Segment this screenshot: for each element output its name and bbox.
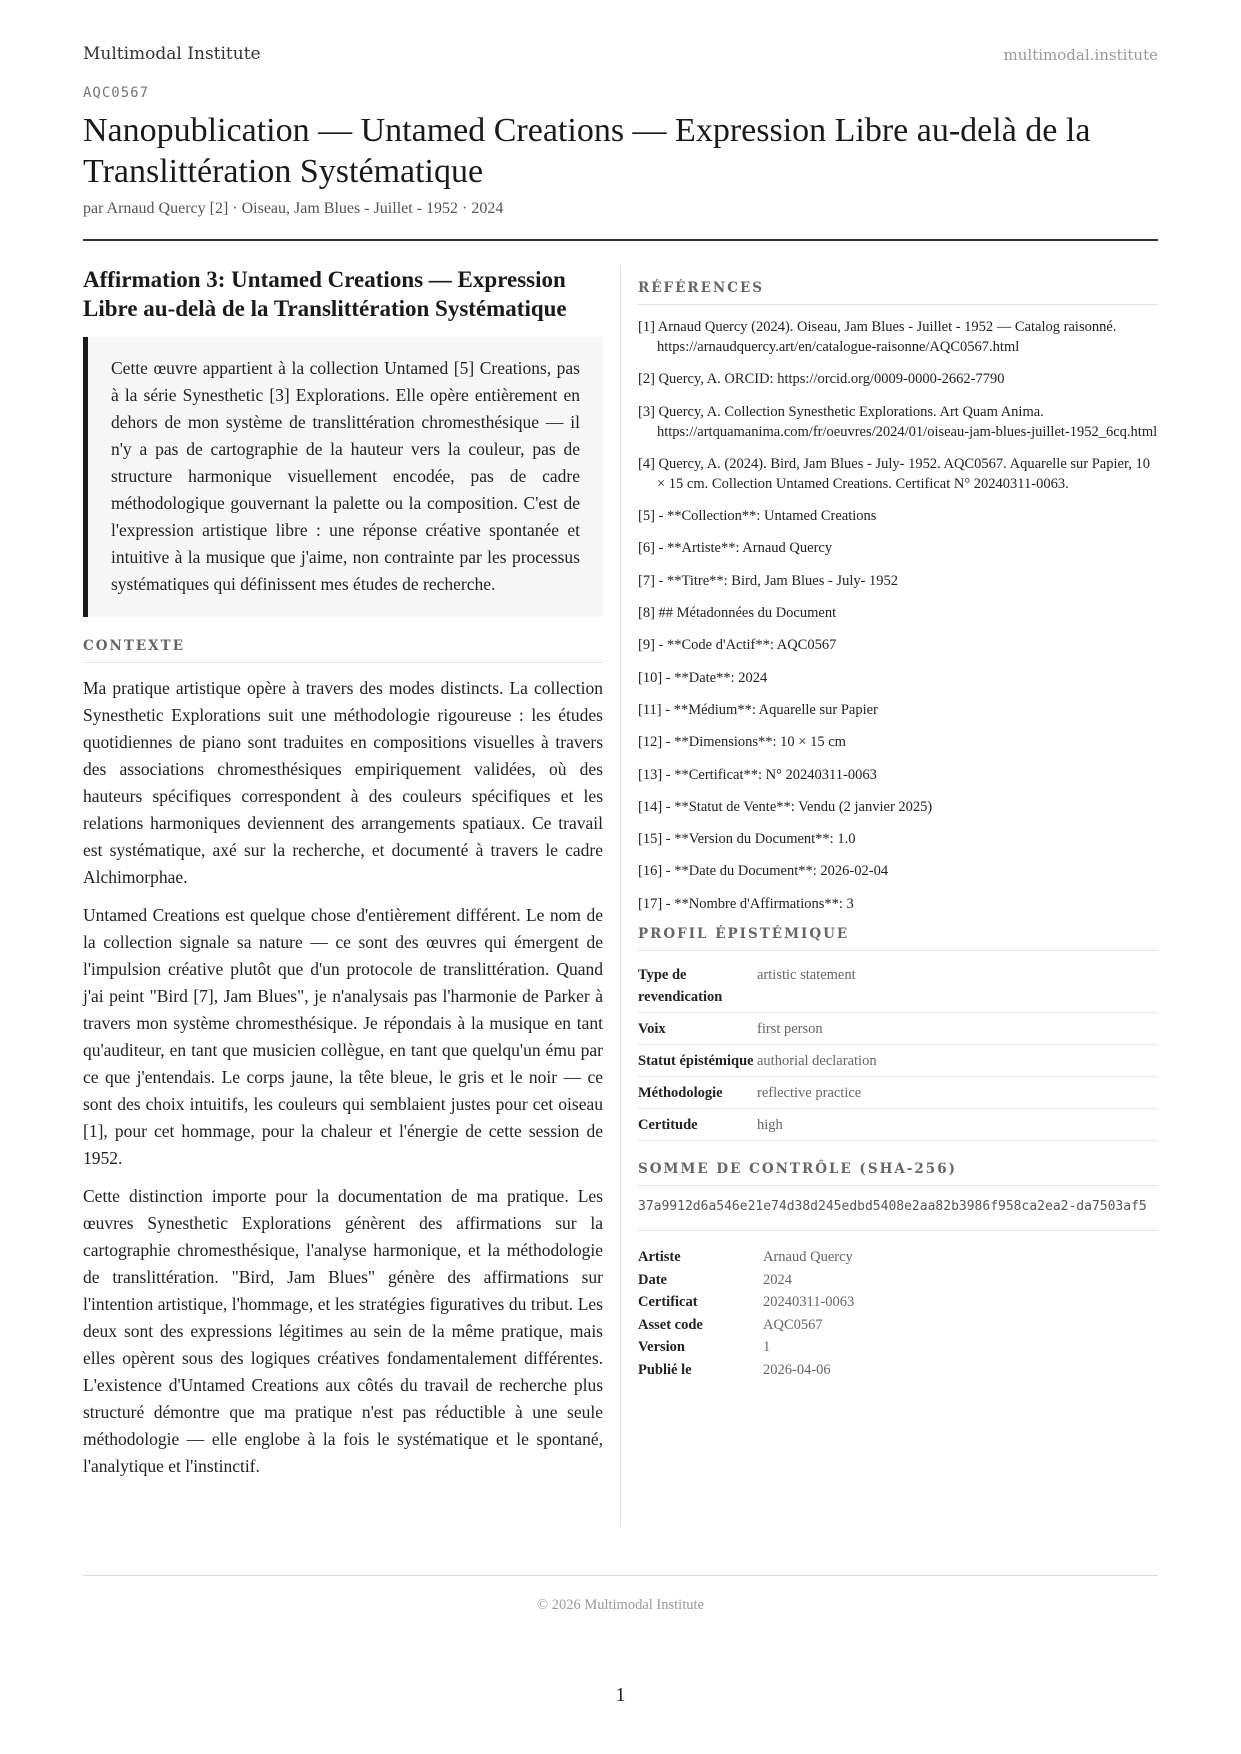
profile-value: authorial declaration: [757, 1045, 1158, 1077]
checksum-heading: SOMME DE CONTRÔLE (SHA-256): [638, 1161, 1158, 1186]
context-paragraph: Untamed Creations est quelque chose d'entièrement différent. Le nom de la collection signale sa nature — ce sont des œuvres qui émergent de l'impulsion créative plutôt que d'un protocole de translittération. Quand j'ai peint "Bird [7], Jam Blues", je n'analysais pas l'harmonie de Parker à travers mon système chromesthésique. Je répondais à la musique en tant qu'auditeur, en tant que musicien collègue, en tant que quelqu'un ému par ce que j'entendais. Le corps jaune, la tête bleue, le gris et le noir — ce sont des choix intuitifs, les couleurs qui semblaient justes pour cet oiseau [1], pour cet hommage, pour la chaleur et l'énergie de cette session de 1952.: [83, 905, 603, 1168]
context-paragraph: Cette distinction importe pour la documentation de ma pratique. Les œuvres Synesthetic Explorations génèrent des affirmations sur la cartographie chromesthésique, l'analyse harmonique, et la méthodologie de translittération. "Bird, Jam Blues" génère des affirmations sur l'intention artistique, l'hommage, et les stratégies figuratives du tribut. Les deux sont des expressions légitimes au sein de la même pratique, mais elles opèrent sous des logiques créatives fondamentalement différentes. L'existence d'Untamed Creations aux côtés du travail de recherche plus structuré démontre que ma pratique n'est pas réductible à une seule méthodologie — elle englobe à la fois le systématique et le spontané, l'analytique et l'instinctif.: [83, 1186, 603, 1476]
epistemic-profile-heading: PROFIL ÉPISTÉMIQUE: [638, 926, 1158, 951]
metadata-value: Arnaud Quercy: [763, 1249, 853, 1266]
metadata-key: Artiste: [638, 1249, 681, 1266]
epistemic-profile-table: [638, 959, 1158, 1141]
profile-value: reflective practice: [757, 1077, 1158, 1109]
profile-row: [638, 1077, 1158, 1109]
profile-key: Certitude: [638, 1109, 757, 1141]
metadata-row: [638, 1336, 854, 1359]
main-column: [83, 265, 603, 1480]
claim-title: Affirmation 3: Untamed Creations — Expression Libre au-delà de la Translittération Systématique: [83, 267, 567, 321]
brand-name: Multimodal Institute: [83, 44, 261, 64]
metadata-row: [638, 1246, 854, 1269]
metadata-value: 1: [763, 1339, 771, 1356]
reference-item: [13] - **Certificat**: N° 20240311-0063: [638, 766, 877, 783]
metadata-value: 2024: [763, 1271, 792, 1288]
site-link[interactable]: multimodal.institute: [1003, 46, 1158, 64]
byline: par Arnaud Quercy [2] · Oiseau, Jam Blues - Juillet - 1952 · 2024: [83, 200, 504, 217]
profile-value: first person: [757, 1013, 1158, 1045]
reference-item: [8] ## Métadonnées du Document: [638, 605, 837, 622]
metadata-key: Certificat: [638, 1294, 698, 1311]
checksum-value: 37a9912d6a546e21e74d38d245edbd5408e2aa82b3986f958ca2ea2-da7503af5: [638, 1197, 1158, 1231]
column-divider: [620, 265, 621, 1527]
reference-item: [6] - **Artiste**: Arnaud Quercy: [638, 540, 833, 557]
copyright: © 2026 Multimodal Institute: [537, 1597, 704, 1613]
profile-value: high: [757, 1109, 1158, 1141]
profile-row: [638, 1045, 1158, 1077]
profile-row: [638, 1013, 1158, 1045]
metadata-row: [638, 1269, 854, 1292]
metadata-table: [638, 1246, 854, 1381]
reference-item[interactable]: [1] Arnaud Quercy (2024). Oiseau, Jam Blues - Juillet - 1952 — Catalog raisonné. https://arnaudquercy.art/en/catalogue-raisonne/AQC0567.html: [638, 319, 1117, 355]
reference-item: [9] - **Code d'Actif**: AQC0567: [638, 637, 837, 654]
page-number: 1: [615, 1684, 626, 1706]
references-list: [638, 317, 1158, 914]
reference-item: [10] - **Date**: 2024: [638, 669, 768, 686]
metadata-key: Publié le: [638, 1361, 692, 1378]
metadata-value: 2026-04-06: [763, 1361, 831, 1378]
reference-item[interactable]: [3] Quercy, A. Collection Synesthetic Explorations. Art Quam Anima. https://artquamanima.com/fr/oeuvres/2024/01/oiseau-jam-blues-juillet-1952_6cq.html: [638, 403, 1158, 440]
metadata-value: AQC0567: [763, 1316, 823, 1333]
profile-row: [638, 1109, 1158, 1141]
reference-item: [14] - **Statut de Vente**: Vendu (2 janvier 2025): [638, 798, 933, 815]
metadata-key: Date: [638, 1271, 667, 1288]
header-divider: [83, 239, 1158, 241]
metadata-row: [638, 1359, 854, 1382]
references-heading: RÉFÉRENCES: [638, 280, 1158, 305]
metadata-row: [638, 1291, 854, 1314]
reference-item: [15] - **Version du Document**: 1.0: [638, 831, 856, 848]
reference-item[interactable]: [2] Quercy, A. ORCID: https://orcid.org/0009-0000-2662-7790: [638, 371, 1005, 388]
metadata-key: Version: [638, 1339, 685, 1356]
profile-key: Statut épistémique: [638, 1045, 757, 1077]
claim-quote: Cette œuvre appartient à la collection Untamed [5] Creations, pas à la série Synesthetic [3] Explorations. Elle opère entièrement en dehors de mon système de translittération chromesthésique — il n'y a pas de cartographie de la hauteur vers la couleur, pas de structure harmonique visuellement encodée, pas de cadre méthodologique gouvernant la palette ou la composition. C'est de l'expression artistique libre : une réponse créative spontanée et intuitive à la musique que j'aime, non contrainte par les processus systématiques qui définissent mes études de recherche.: [83, 337, 603, 617]
metadata-value: 20240311-0063: [763, 1294, 855, 1311]
context-heading: CONTEXTE: [83, 638, 603, 663]
asset-code: AQC0567: [83, 85, 150, 101]
reference-item: [17] - **Nombre d'Affirmations**: 3: [638, 895, 854, 912]
profile-row: [638, 959, 1158, 1013]
metadata-key: Asset code: [638, 1316, 703, 1333]
site-header: [83, 44, 1158, 68]
footer-divider: [83, 1575, 1158, 1576]
reference-item: [16] - **Date du Document**: 2026-02-04: [638, 863, 889, 880]
reference-item: [7] - **Titre**: Bird, Jam Blues - July- 1952: [638, 572, 899, 589]
metadata-row: [638, 1314, 854, 1337]
context-paragraph: Ma pratique artistique opère à travers des modes distincts. La collection Synesthetic Explorations suit une méthodologie rigoureuse : les études quotidiennes de piano sont traduites en compositions visuelles à travers des associations chromesthésiques empiriquement validées, où des hauteurs spécifiques correspondent à des couleurs spécifiques et les relations harmoniques deviennent des arrangements spatiaux. Ce travail est systématique, axé sur la recherche, et documenté à travers le cadre Alchimorphae.: [83, 678, 603, 887]
profile-key: Méthodologie: [638, 1077, 757, 1109]
profile-value: artistic statement: [757, 959, 1158, 1013]
profile-key: Type de revendication: [638, 959, 757, 1013]
reference-item: [5] - **Collection**: Untamed Creations: [638, 508, 877, 525]
reference-item: [11] - **Médium**: Aquarelle sur Papier: [638, 701, 878, 718]
profile-key: Voix: [638, 1013, 757, 1045]
reference-item: [12] - **Dimensions**: 10 × 15 cm: [638, 734, 846, 751]
page-title: Nanopublication — Untamed Creations — Expression Libre au-delà de la Translittération Systématique: [83, 112, 1091, 190]
sidebar: [638, 280, 1158, 1381]
reference-item: [4] Quercy, A. (2024). Bird, Jam Blues - July- 1952. AQC0567. Aquarelle sur Papier, 10 × 15 cm. Collection Untamed Creations. Certificat N° 20240311-0063.: [638, 455, 1150, 492]
